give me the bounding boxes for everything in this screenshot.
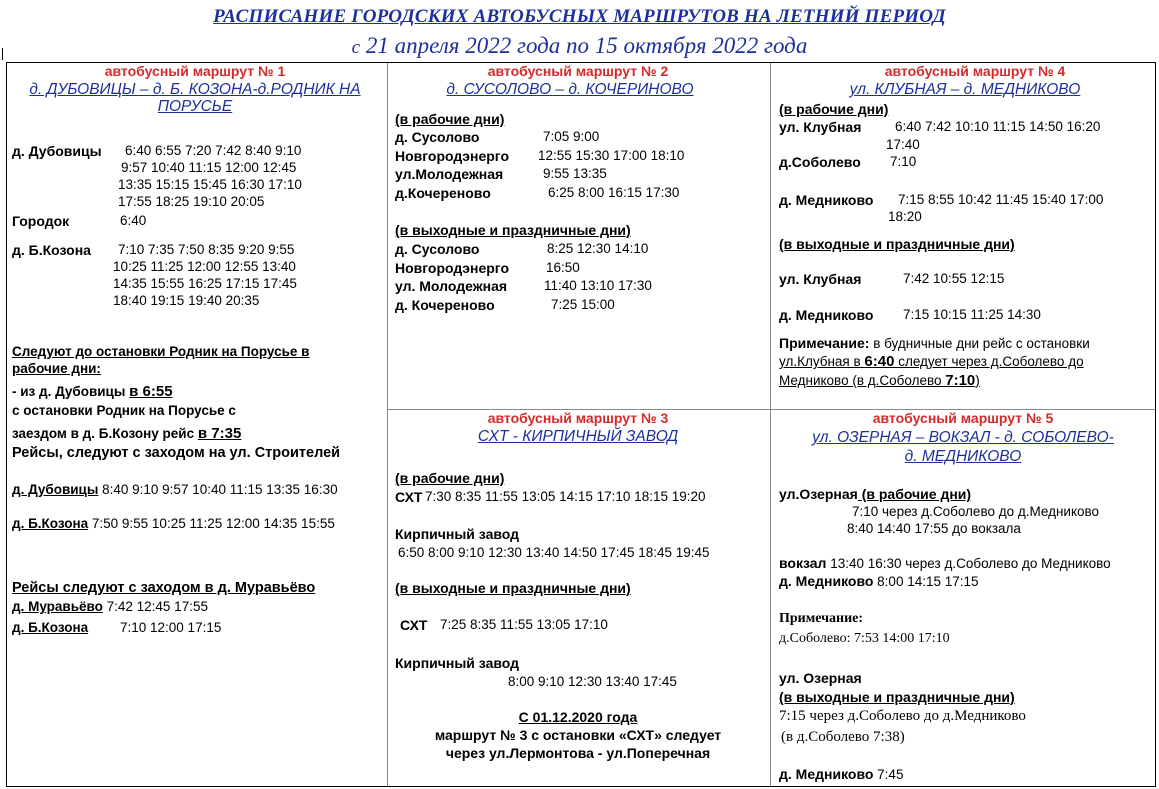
r1-note-line1: Следуют до остановки Родник на Порусье в: [12, 344, 310, 359]
r3-wkz-times: 8:00 9:10 12:30 13:40 17:45: [508, 674, 677, 689]
r2-s2-times: 12:55 15:30 17:00 18:10: [538, 148, 685, 163]
page-tick: [2, 48, 3, 60]
r1-dubovitsy-times-1: 6:40 6:55 7:20 7:42 8:40 9:10: [125, 143, 302, 158]
route-3-title: автобусный маршрут № 3: [487, 410, 669, 426]
r2-w4-times: 7:25 15:00: [551, 297, 615, 312]
r4-note-text-1: в будничные дни рейс с остановки: [869, 336, 1090, 351]
r2-s1-label: д. Сусолово: [395, 129, 480, 145]
r5-vok: [779, 555, 1111, 571]
r1-muravyovo-times: 7:42 12:45 17:55: [102, 599, 208, 614]
r5-oz-times-1: 7:10 через д.Соболево до д.Медниково: [852, 504, 1100, 519]
r1-note-line3-text: - из д. Дубовицы: [12, 384, 130, 399]
r4-wk-label: ул. Клубная: [779, 271, 862, 287]
r5-note-label: Примечание:: [779, 611, 864, 626]
r4-note-line3: [779, 372, 980, 389]
r1-muravyovo-heading: Рейсы следуют с заходом в д. Муравьёво: [12, 580, 316, 596]
r4-sob-label: д.Соболево: [779, 154, 861, 170]
route-4-name: ул. КЛУБНАЯ – д. МЕДНИКОВО: [849, 81, 1081, 98]
r4-med-times-1: 7:15 8:55 10:42 11:45 15:40 17:00: [898, 192, 1104, 207]
r1-note-line5: [12, 425, 241, 442]
r1-note-line5-time: в 7:35: [197, 425, 242, 442]
r5-oz: [779, 486, 971, 502]
page-subtitle: [0, 33, 1159, 59]
r1-note-line3-time: в 6:55: [129, 383, 173, 400]
r3-wkz-label: Кирпичный завод: [395, 655, 520, 671]
r1-note-line5-text: заездом в д. Б.Козону рейс: [12, 426, 198, 441]
r5-wmed: [779, 766, 903, 782]
r2-s2-label: Новгородэнерго: [395, 148, 509, 164]
r2-weekdays-heading: (в рабочие дни): [395, 111, 505, 127]
r3-sxt-label: СХТ: [395, 489, 423, 505]
r1-str-dubovitsy: [12, 482, 338, 497]
r1-str-dubovitsy-times: 8:40 9:10 9:57 10:40 11:15 13:35 16:30: [98, 482, 338, 497]
r4-k-times-1: 6:40 7:42 10:10 11:15 14:50 16:20: [895, 119, 1101, 134]
r5-note-text: д.Соболево: 7:53 14:00 17:10: [779, 631, 950, 646]
r1-muravyovo: [12, 599, 208, 614]
route-1-name-line1: д. ДУБОВИЦЫ – д. Б. КОЗОНА-д.РОДНИК НА: [29, 81, 361, 98]
subtitle-dates: 21 апреля 2022 года по 15 октября 2022 года: [360, 33, 808, 58]
r1-dubovitsy-times-2: 9:57 10:40 11:15 12:00 12:45: [121, 160, 297, 175]
route-1-name-line2: ПОРУСЬЕ: [157, 98, 233, 115]
r1-str-kozona-label: д. Б.Козона: [12, 516, 89, 531]
r1-kozona-times-2: 10:25 11:25 12:00 12:55 13:40: [113, 259, 296, 274]
r3-weekdays-heading: (в рабочие дни): [395, 470, 505, 486]
r2-s4-times: 6:25 8:00 16:15 17:30: [548, 185, 680, 200]
divider-right: [770, 63, 771, 786]
route-2-name: д. СУСОЛОВО – д. КОЧЕРИНОВО: [446, 81, 694, 98]
r4-wm-times: 7:15 10:15 11:25 14:30: [903, 307, 1041, 322]
r1-gorodok-label: Городок: [12, 213, 70, 229]
r4-note-line2: [779, 353, 1084, 370]
r5-oz-label: ул.Озерная: [779, 486, 858, 502]
r5-med: [779, 573, 979, 589]
r3-wsxt-times: 7:25 8:35 11:55 13:05 17:10: [440, 617, 608, 632]
r4-note-time-1: 6:40: [864, 353, 895, 370]
r2-w4-label: д. Кочереново: [395, 297, 495, 313]
r4-wm-label: д. Медниково: [779, 307, 874, 323]
page-title: РАСПИСАНИЕ ГОРОДСКИХ АВТОБУСНЫХ МАРШРУТОВ НА ЛЕТНИЙ ПЕРИОД: [213, 6, 946, 27]
r4-k-times-2: 17:40: [886, 137, 920, 152]
route-5-name-line1: ул. ОЗЕРНАЯ – ВОКЗАЛ - д. СОБОЛЕВО-: [812, 429, 1114, 446]
route-4-title: автобусный маршрут № 4: [884, 63, 1066, 79]
r5-wmed-times: 7:45: [873, 767, 904, 782]
r4-med-times-2: 18:20: [888, 209, 922, 224]
r2-w3-times: 11:40 13:10 17:30: [544, 278, 652, 293]
r5-wmed-label: д. Медниково: [779, 766, 874, 782]
r4-note-text-3c: ): [975, 373, 980, 388]
r1-note-line3: [12, 383, 173, 400]
route-5-name-line2: д. МЕДНИКОВО: [904, 448, 1022, 465]
r4-k-label: ул. Клубная: [779, 119, 862, 135]
r5-oz-times-2: 8:40 14:40 17:55 до вокзала: [847, 521, 1021, 536]
r1-m-kozona-label: д. Б.Козона: [12, 620, 89, 635]
r3-kz-label: Кирпичный завод: [395, 526, 520, 542]
r1-m-kozona-times: 7:10 12:00 17:15: [120, 620, 222, 635]
r2-weekends-heading: (в выходные и праздничные дни): [395, 222, 631, 238]
r4-med-label: д. Медниково: [779, 192, 874, 208]
r2-w1-times: 8:25 12:30 14:10: [547, 241, 649, 256]
r2-s4-label: д.Кочереново: [395, 185, 491, 201]
route-1-title: автобусный маршрут № 1: [104, 63, 286, 79]
r4-weekdays-heading: (в рабочие дни): [779, 101, 889, 117]
r3-note-line1: С 01.12.2020 года: [518, 709, 638, 725]
r5-we-times-2: (в д.Соболево 7:38): [781, 729, 905, 745]
r2-s3-times: 9:55 13:35: [543, 166, 607, 181]
r3-kz-times: 6:50 8:00 9:10 12:30 13:40 14:50 17:45 18:45 19:45: [398, 545, 710, 560]
r1-note-line2: рабочие дни:: [12, 361, 101, 376]
r2-w1-label: д. Сусолово: [395, 241, 480, 257]
subtitle-prefix: с: [351, 37, 361, 58]
r1-kozona-times-3: 14:35 15:55 16:25 17:15 17:45: [113, 276, 297, 291]
r5-med-times: 8:00 14:15 17:15: [873, 574, 979, 589]
r3-note-line2: маршрут № 3 с остановки «СХТ» следует: [434, 727, 722, 743]
r3-wsxt-label: СХТ: [400, 617, 428, 633]
r2-w2-times: 16:50: [546, 260, 580, 275]
r4-note-text-2c: следует через д.Соболево до: [894, 354, 1084, 369]
r1-str-kozona: [12, 516, 335, 531]
r4-note-label: Примечание:: [779, 335, 870, 351]
r5-weekends-heading: (в выходные и праздничные дни): [779, 689, 1015, 705]
r1-dubovitsy-times-4: 17:55 18:25 19:10 20:05: [118, 194, 265, 209]
r4-weekends-heading: (в выходные и праздничные дни): [779, 236, 1015, 252]
r5-we-times-1: 7:15 через д.Соболево до д.Медниково: [779, 708, 1026, 724]
r3-note-line3: через ул.Лермонтова - ул.Поперечная: [445, 745, 711, 761]
route-5-name: [772, 428, 1154, 466]
r2-s3-label: ул.Молодежная: [395, 166, 504, 182]
r5-vok-times: 13:40 16:30 через д.Соболево до Медниково: [826, 556, 1111, 571]
route-5-title: автобусный маршрут № 5: [872, 410, 1054, 426]
r4-sob-times: 7:10: [890, 154, 917, 169]
r5-oz-weekdays: (в рабочие дни): [857, 486, 972, 502]
route-3-name: СХТ - КИРПИЧНЫЙ ЗАВОД: [477, 428, 679, 445]
r5-weekend-oz-label: ул. Озерная: [779, 670, 862, 686]
r3-sxt-times: 7:30 8:35 11:55 13:05 14:15 17:10 18:15 19:20: [425, 489, 706, 504]
r3-weekends-heading: (в выходные и праздничные дни): [395, 580, 631, 596]
r2-s1-times: 7:05 9:00: [543, 129, 600, 144]
r1-dubovitsy-label: д. Дубовицы: [12, 143, 102, 159]
r2-w3-label: ул. Молодежная: [395, 278, 508, 294]
r1-note-line4: с остановки Родник на Порусье с: [12, 403, 236, 418]
r1-gorodok-times: 6:40: [120, 213, 147, 228]
r1-kozona-label: д. Б.Козона: [12, 242, 91, 258]
r1-muravyovo-label: д. Муравьёво: [12, 599, 103, 614]
r4-note-time-2: 7:10: [945, 372, 976, 389]
r1-kozona-times-4: 18:40 19:15 19:40 20:35: [113, 293, 260, 308]
r1-kozona-times-1: 7:10 7:35 7:50 8:35 9:20 9:55: [118, 242, 295, 257]
r1-str-dubovitsy-label: д. Дубовицы: [12, 482, 99, 497]
r4-wk-times: 7:42 10:55 12:15: [903, 271, 1005, 286]
r1-dubovitsy-times-3: 13:35 15:15 15:45 16:30 17:10: [118, 177, 302, 192]
r4-note-text-2a: ул.Клубная в: [779, 354, 865, 369]
r1-note-line6: Рейсы, следуют с заходом на ул. Строителей: [12, 445, 341, 461]
r4-note-text-3a: Медниково (в д.Соболево: [779, 373, 946, 388]
r1-str-kozona-times: 7:50 9:55 10:25 11:25 12:00 14:35 15:55: [88, 516, 335, 531]
route-1-name: [10, 81, 380, 115]
r5-med-label: д. Медниково: [779, 573, 874, 589]
r2-w2-label: Новгородэнерго: [395, 260, 509, 276]
r5-vok-label: вокзал: [779, 555, 827, 571]
route-2-title: автобусный маршрут № 2: [487, 63, 669, 79]
r4-note-line1: [779, 335, 1090, 351]
